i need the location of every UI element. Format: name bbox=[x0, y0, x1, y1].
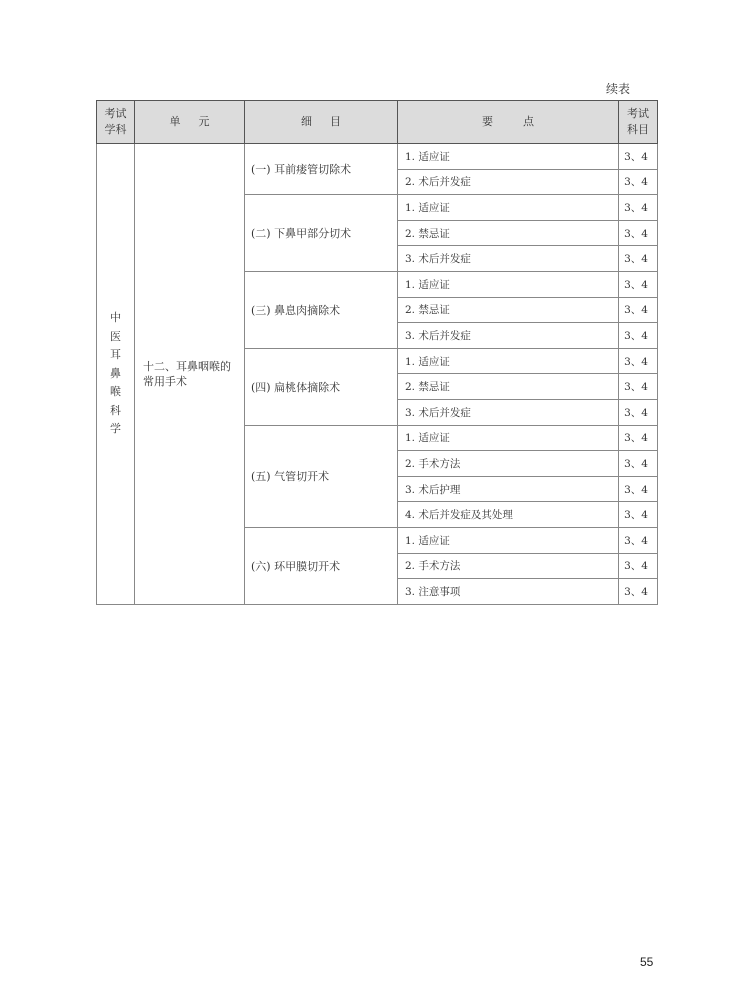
subject-char: 学 bbox=[110, 422, 121, 436]
header-subject-line1: 考试 bbox=[104, 107, 127, 120]
item-cell: (五) 气管切开术 bbox=[245, 425, 398, 527]
point-cell: 2. 禁忌证 bbox=[398, 220, 619, 246]
level-cell: 3、4 bbox=[619, 374, 658, 400]
level-cell: 3、4 bbox=[619, 425, 658, 451]
table-row bbox=[97, 144, 658, 170]
unit-line1: 十二、耳鼻咽喉的 bbox=[143, 359, 231, 373]
point-cell: 2. 禁忌证 bbox=[398, 374, 619, 400]
level-cell: 3、4 bbox=[619, 451, 658, 477]
item-cell: (二) 下鼻甲部分切术 bbox=[245, 195, 398, 272]
level-cell: 3、4 bbox=[619, 527, 658, 553]
point-cell: 2. 禁忌证 bbox=[398, 297, 619, 323]
level-cell: 3、4 bbox=[619, 297, 658, 323]
unit-line2: 常用手术 bbox=[143, 374, 187, 388]
header-points bbox=[398, 101, 619, 144]
point-cell: 1. 适应证 bbox=[398, 195, 619, 221]
level-cell: 3、4 bbox=[619, 271, 658, 297]
point-cell: 1. 适应证 bbox=[398, 271, 619, 297]
item-cell: (四) 扁桃体摘除术 bbox=[245, 348, 398, 425]
table-header-row bbox=[97, 101, 658, 144]
subject-char: 医 bbox=[110, 329, 121, 343]
header-subject bbox=[97, 101, 135, 144]
level-cell: 3、4 bbox=[619, 169, 658, 195]
header-subject-line2: 学科 bbox=[104, 123, 127, 136]
subject-char: 喉 bbox=[110, 385, 121, 399]
point-cell: 3. 术后护理 bbox=[398, 476, 619, 502]
header-unit bbox=[135, 101, 245, 144]
point-cell: 1. 适应证 bbox=[398, 348, 619, 374]
header-level bbox=[619, 101, 658, 144]
level-cell: 3、4 bbox=[619, 246, 658, 272]
point-cell: 4. 术后并发症及其处理 bbox=[398, 502, 619, 528]
point-cell: 1. 适应证 bbox=[398, 527, 619, 553]
level-cell: 3、4 bbox=[619, 144, 658, 170]
level-cell: 3、4 bbox=[619, 579, 658, 605]
header-level-line1: 考试 bbox=[627, 107, 649, 120]
point-cell: 3. 术后并发症 bbox=[398, 399, 619, 425]
subject-cell bbox=[97, 144, 135, 605]
point-cell: 2. 手术方法 bbox=[398, 451, 619, 477]
subject-char: 科 bbox=[110, 403, 121, 417]
level-cell: 3、4 bbox=[619, 348, 658, 374]
point-cell: 1. 适应证 bbox=[398, 425, 619, 451]
point-cell: 1. 适应证 bbox=[398, 144, 619, 170]
subject-char: 鼻 bbox=[110, 366, 121, 380]
level-cell: 3、4 bbox=[619, 502, 658, 528]
item-cell: (一) 耳前瘘管切除术 bbox=[245, 144, 398, 195]
header-unit-text: 单元 bbox=[169, 115, 228, 128]
unit-cell bbox=[135, 144, 245, 605]
continued-label: 续表 bbox=[606, 82, 631, 96]
point-cell: 3. 注意事项 bbox=[398, 579, 619, 605]
level-cell: 3、4 bbox=[619, 220, 658, 246]
point-cell: 3. 术后并发症 bbox=[398, 323, 619, 349]
header-level-line2: 科目 bbox=[627, 123, 649, 136]
point-cell: 2. 术后并发症 bbox=[398, 169, 619, 195]
subject-char: 耳 bbox=[110, 348, 121, 362]
item-cell: (六) 环甲膜切开术 bbox=[245, 527, 398, 604]
header-points-text: 要点 bbox=[482, 115, 564, 128]
level-cell: 3、4 bbox=[619, 553, 658, 579]
syllabus-table bbox=[96, 100, 658, 605]
item-cell: (三) 鼻息肉摘除术 bbox=[245, 271, 398, 348]
point-cell: 3. 术后并发症 bbox=[398, 246, 619, 272]
level-cell: 3、4 bbox=[619, 195, 658, 221]
level-cell: 3、4 bbox=[619, 399, 658, 425]
level-cell: 3、4 bbox=[619, 323, 658, 349]
subject-char: 中 bbox=[110, 311, 121, 325]
level-cell: 3、4 bbox=[619, 476, 658, 502]
page-number: 55 bbox=[640, 955, 654, 969]
header-item bbox=[245, 101, 398, 144]
header-item-text: 细目 bbox=[301, 115, 359, 128]
point-cell: 2. 手术方法 bbox=[398, 553, 619, 579]
